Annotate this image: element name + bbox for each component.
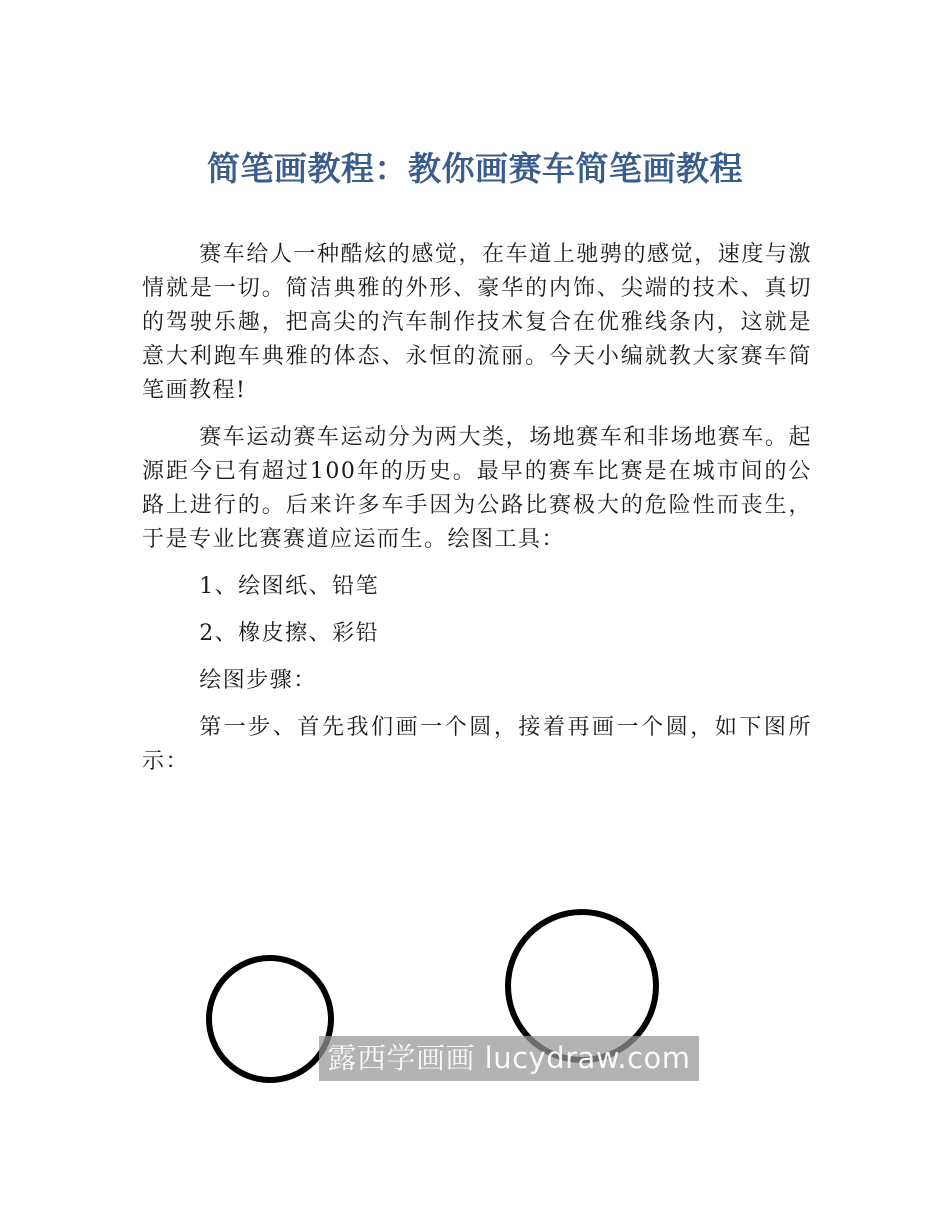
- paragraph-history: 赛车运动赛车运动分为两大类，场地赛车和非场地赛车。起源距今已有超过100年的历史。最早的赛车比赛是在城市间的公路上进行的。后来许多车手因为公路比赛极大的危险性而丧生，于是专业比赛赛道应运而生。绘图工具：: [142, 425, 812, 552]
- page-title: 简笔画教程：教你画赛车简笔画教程: [207, 149, 743, 188]
- tools-item-2: 2、橡皮擦、彩铅: [199, 621, 380, 646]
- tools-item-1: 1、绘图纸、铅笔: [199, 574, 380, 599]
- steps-heading: 绘图步骤：: [199, 668, 317, 693]
- step-1-text: 第一步、首先我们画一个圆，接着再画一个圆，如下图所示：: [142, 715, 812, 774]
- paragraph-intro: 赛车给人一种酷炫的感觉，在车道上驰骋的感觉，速度与激情就是一切。简洁典雅的外形、豪华的内饰、尖端的技术、真切的驾驶乐趣，把高尖的汽车制作技术复合在优雅线条内，这就是意大利跑车典雅的体态、永恒的流丽。今天小编就教大家赛车简笔画教程!: [142, 242, 812, 403]
- small-circle: [209, 958, 331, 1080]
- article-body: [142, 238, 812, 792]
- watermark: 露西学画画 lucydraw.com: [319, 1036, 699, 1081]
